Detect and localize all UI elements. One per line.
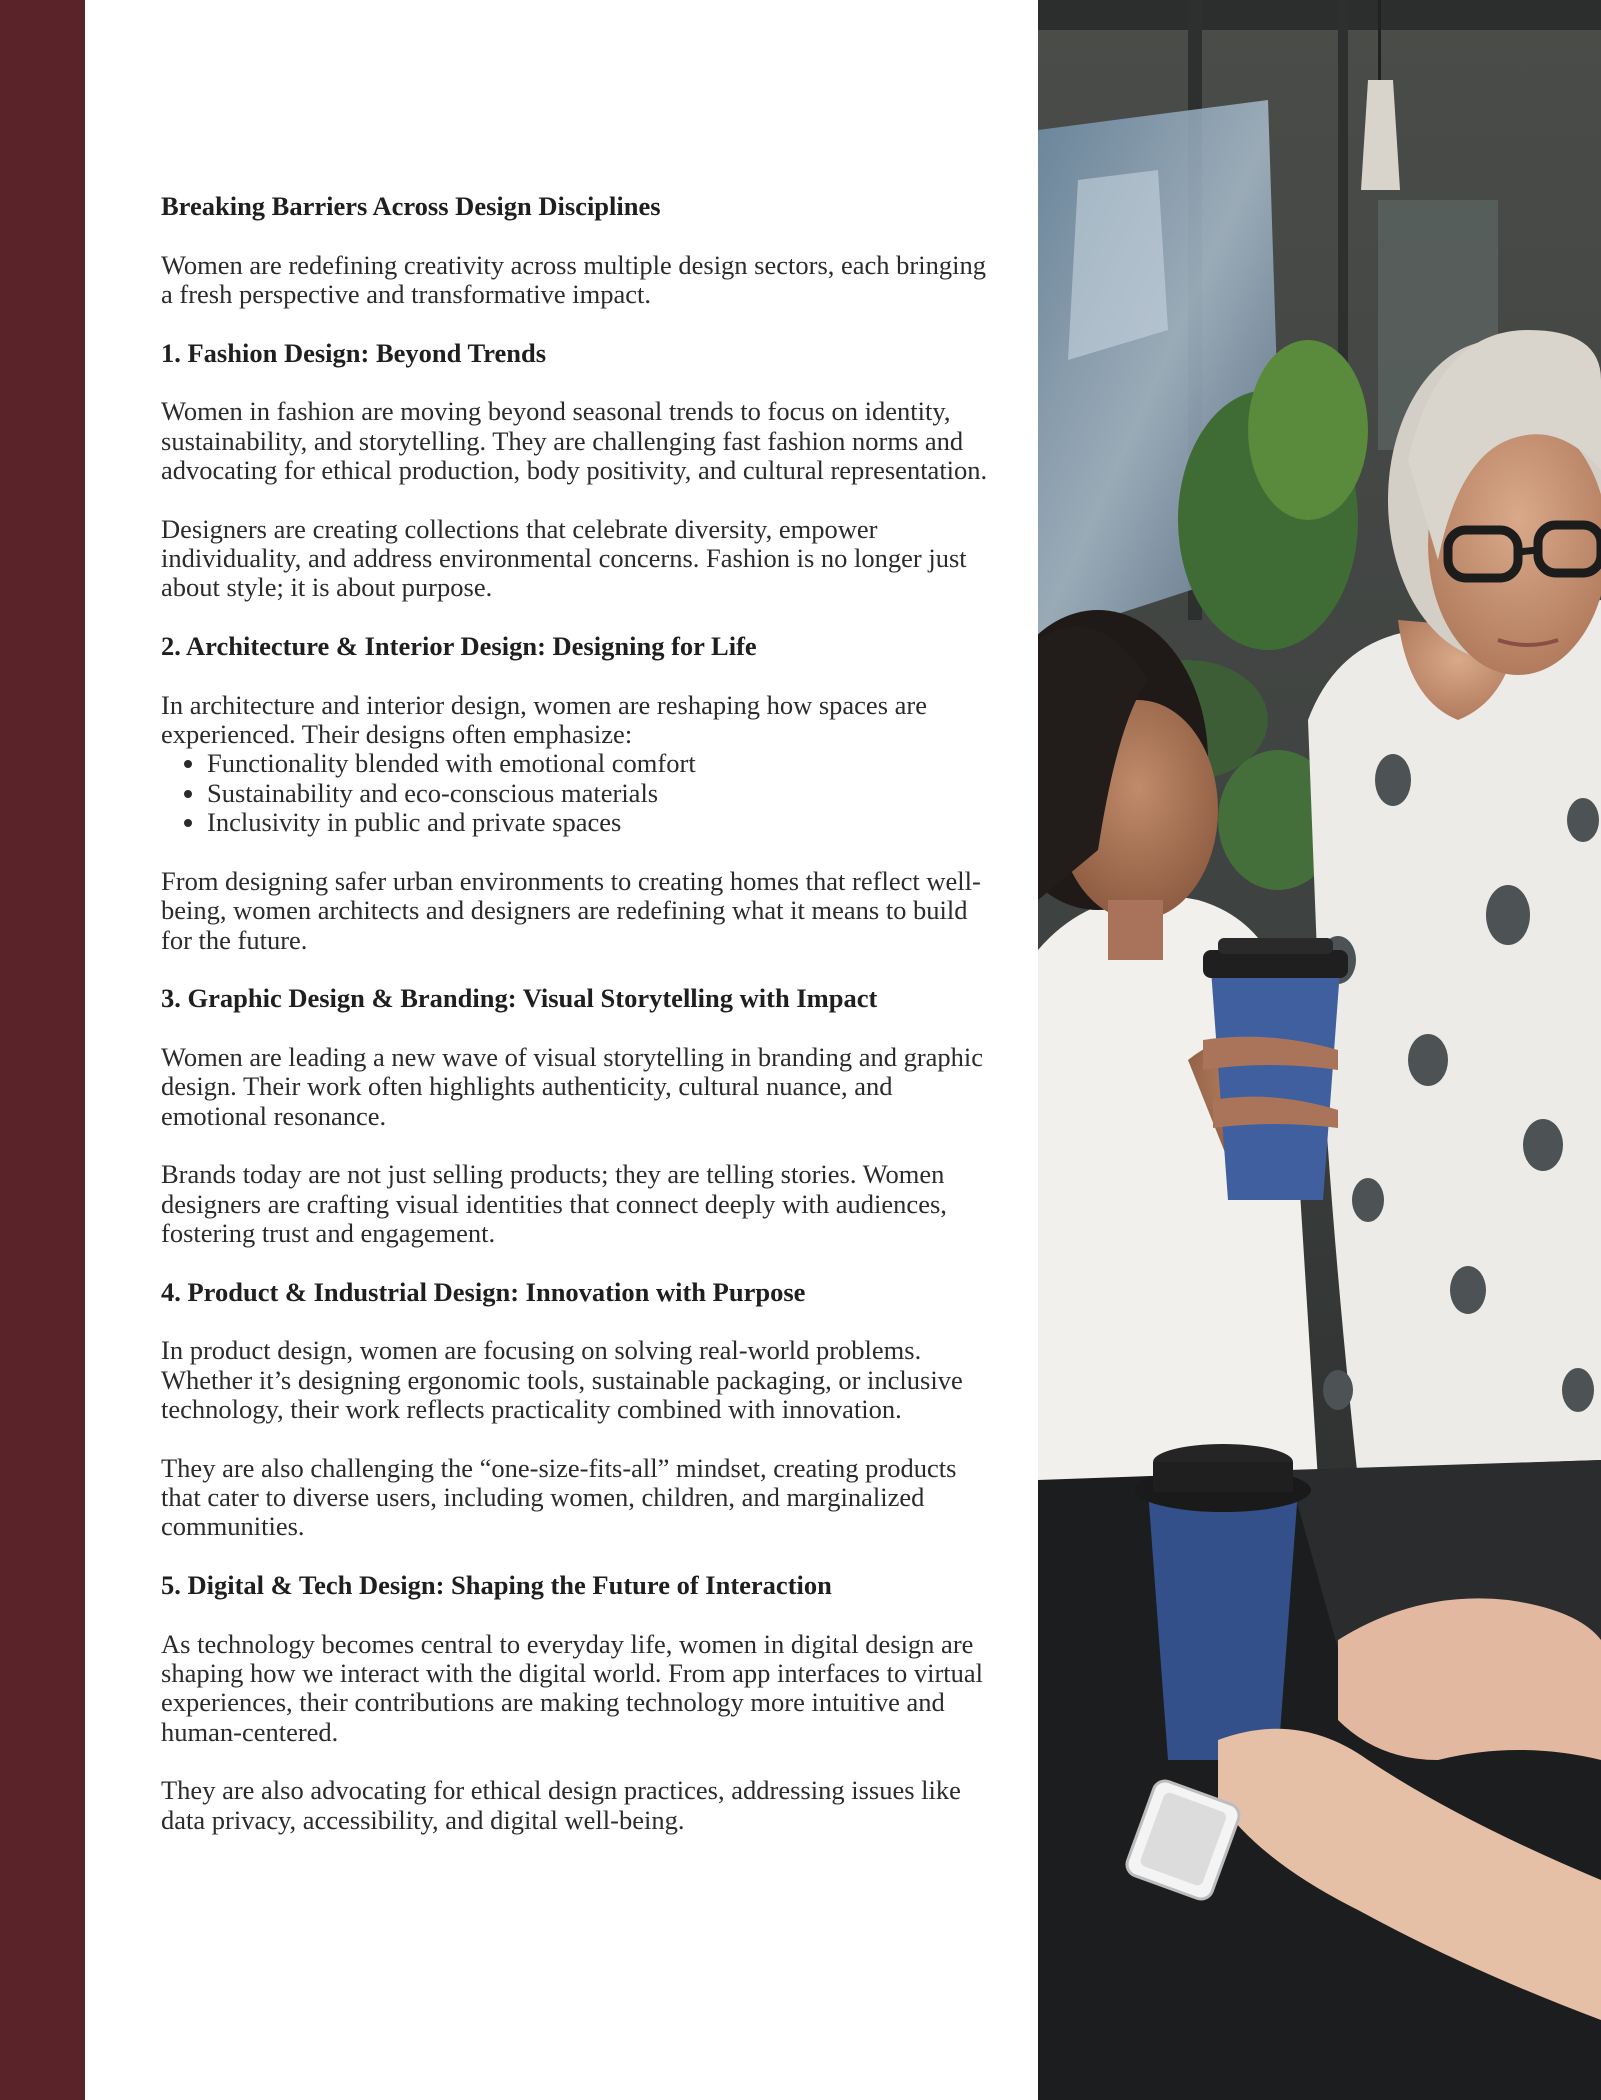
section-heading-fashion: 1. Fashion Design: Beyond Trends	[161, 337, 547, 368]
section-heading-graphic-design: 3. Graphic Design & Branding: Visual Storytelling with Impact	[161, 983, 878, 1014]
section-paragraph: Women in fashion are moving beyond seasonal trends to focus on identity, sustainability, and storytelling. They are challenging fast fashion norms and advocating for ethical production, body positivity, and cultural representation.	[161, 396, 988, 485]
section-paragraph: In product design, women are focusing on solving real-world problems. Whether it’s designing ergonomic tools, sustainable packaging, or inclusive technology, their work reflects practicality combined with innovation.	[161, 1335, 963, 1425]
section-paragraph: From designing safer urban environments to creating homes that reflect well-being, women architects and designers are redefining what it means to build for the future.	[161, 865, 981, 955]
section-paragraph: Brands today are not just selling products; they are telling stories. Women designers are crafting visual identities that connect deeply with audiences, fostering trust and engagement.	[161, 1159, 947, 1249]
intro-paragraph: Women are redefining creativity across multiple design sectors, each bringing a fresh perspective and transformative impact.	[161, 249, 986, 309]
bullet-item: • Sustainability and eco-conscious materials	[207, 779, 991, 808]
bullet-item: • Inclusivity in public and private spaces	[207, 808, 991, 837]
decorative-side-bar	[0, 0, 85, 2100]
section-heading-architecture: 2. Architecture & Interior Design: Designing for Life	[161, 631, 757, 661]
bullet-item: • Functionality blended with emotional comfort	[207, 749, 991, 778]
section-paragraph: As technology becomes central to everyday life, women in digital design are shaping how we interact with the digital world. From app interfaces to virtual experiences, their contributions are making technology more intuitive and human-centered.	[161, 1628, 984, 1747]
section-paragraph: Women are leading a new wave of visual storytelling in branding and graphic design. Their work often highlights authenticity, cultural nuance, and emotional resonance.	[161, 1041, 984, 1131]
photo-women-coffee	[1038, 0, 1601, 2100]
section-paragraph: They are also challenging the “one-size-fits-all” mindset, creating products that cater to diverse users, including women, children, and marginalized communities.	[161, 1452, 957, 1542]
article-body	[161, 192, 991, 1864]
section-heading-product-design: 4. Product & Industrial Design: Innovation with Purpose	[161, 1276, 806, 1307]
article-title: Breaking Barriers Across Design Disciplines	[161, 191, 661, 221]
section-paragraph: They are also advocating for ethical design practices, addressing issues like data privacy, accessibility, and digital well-being.	[161, 1775, 961, 1835]
section-paragraph: Designers are creating collections that celebrate diversity, empower individuality, and address environmental concerns. Fashion is no longer just about style; it is about purpose.	[161, 513, 967, 603]
bullet-list	[161, 749, 991, 837]
section-heading-digital-design: 5. Digital & Tech Design: Shaping the Future of Interaction	[161, 1570, 832, 1601]
section-lead-paragraph: In architecture and interior design, women are reshaping how spaces are experienced. Their designs often emphasize:	[161, 689, 927, 749]
